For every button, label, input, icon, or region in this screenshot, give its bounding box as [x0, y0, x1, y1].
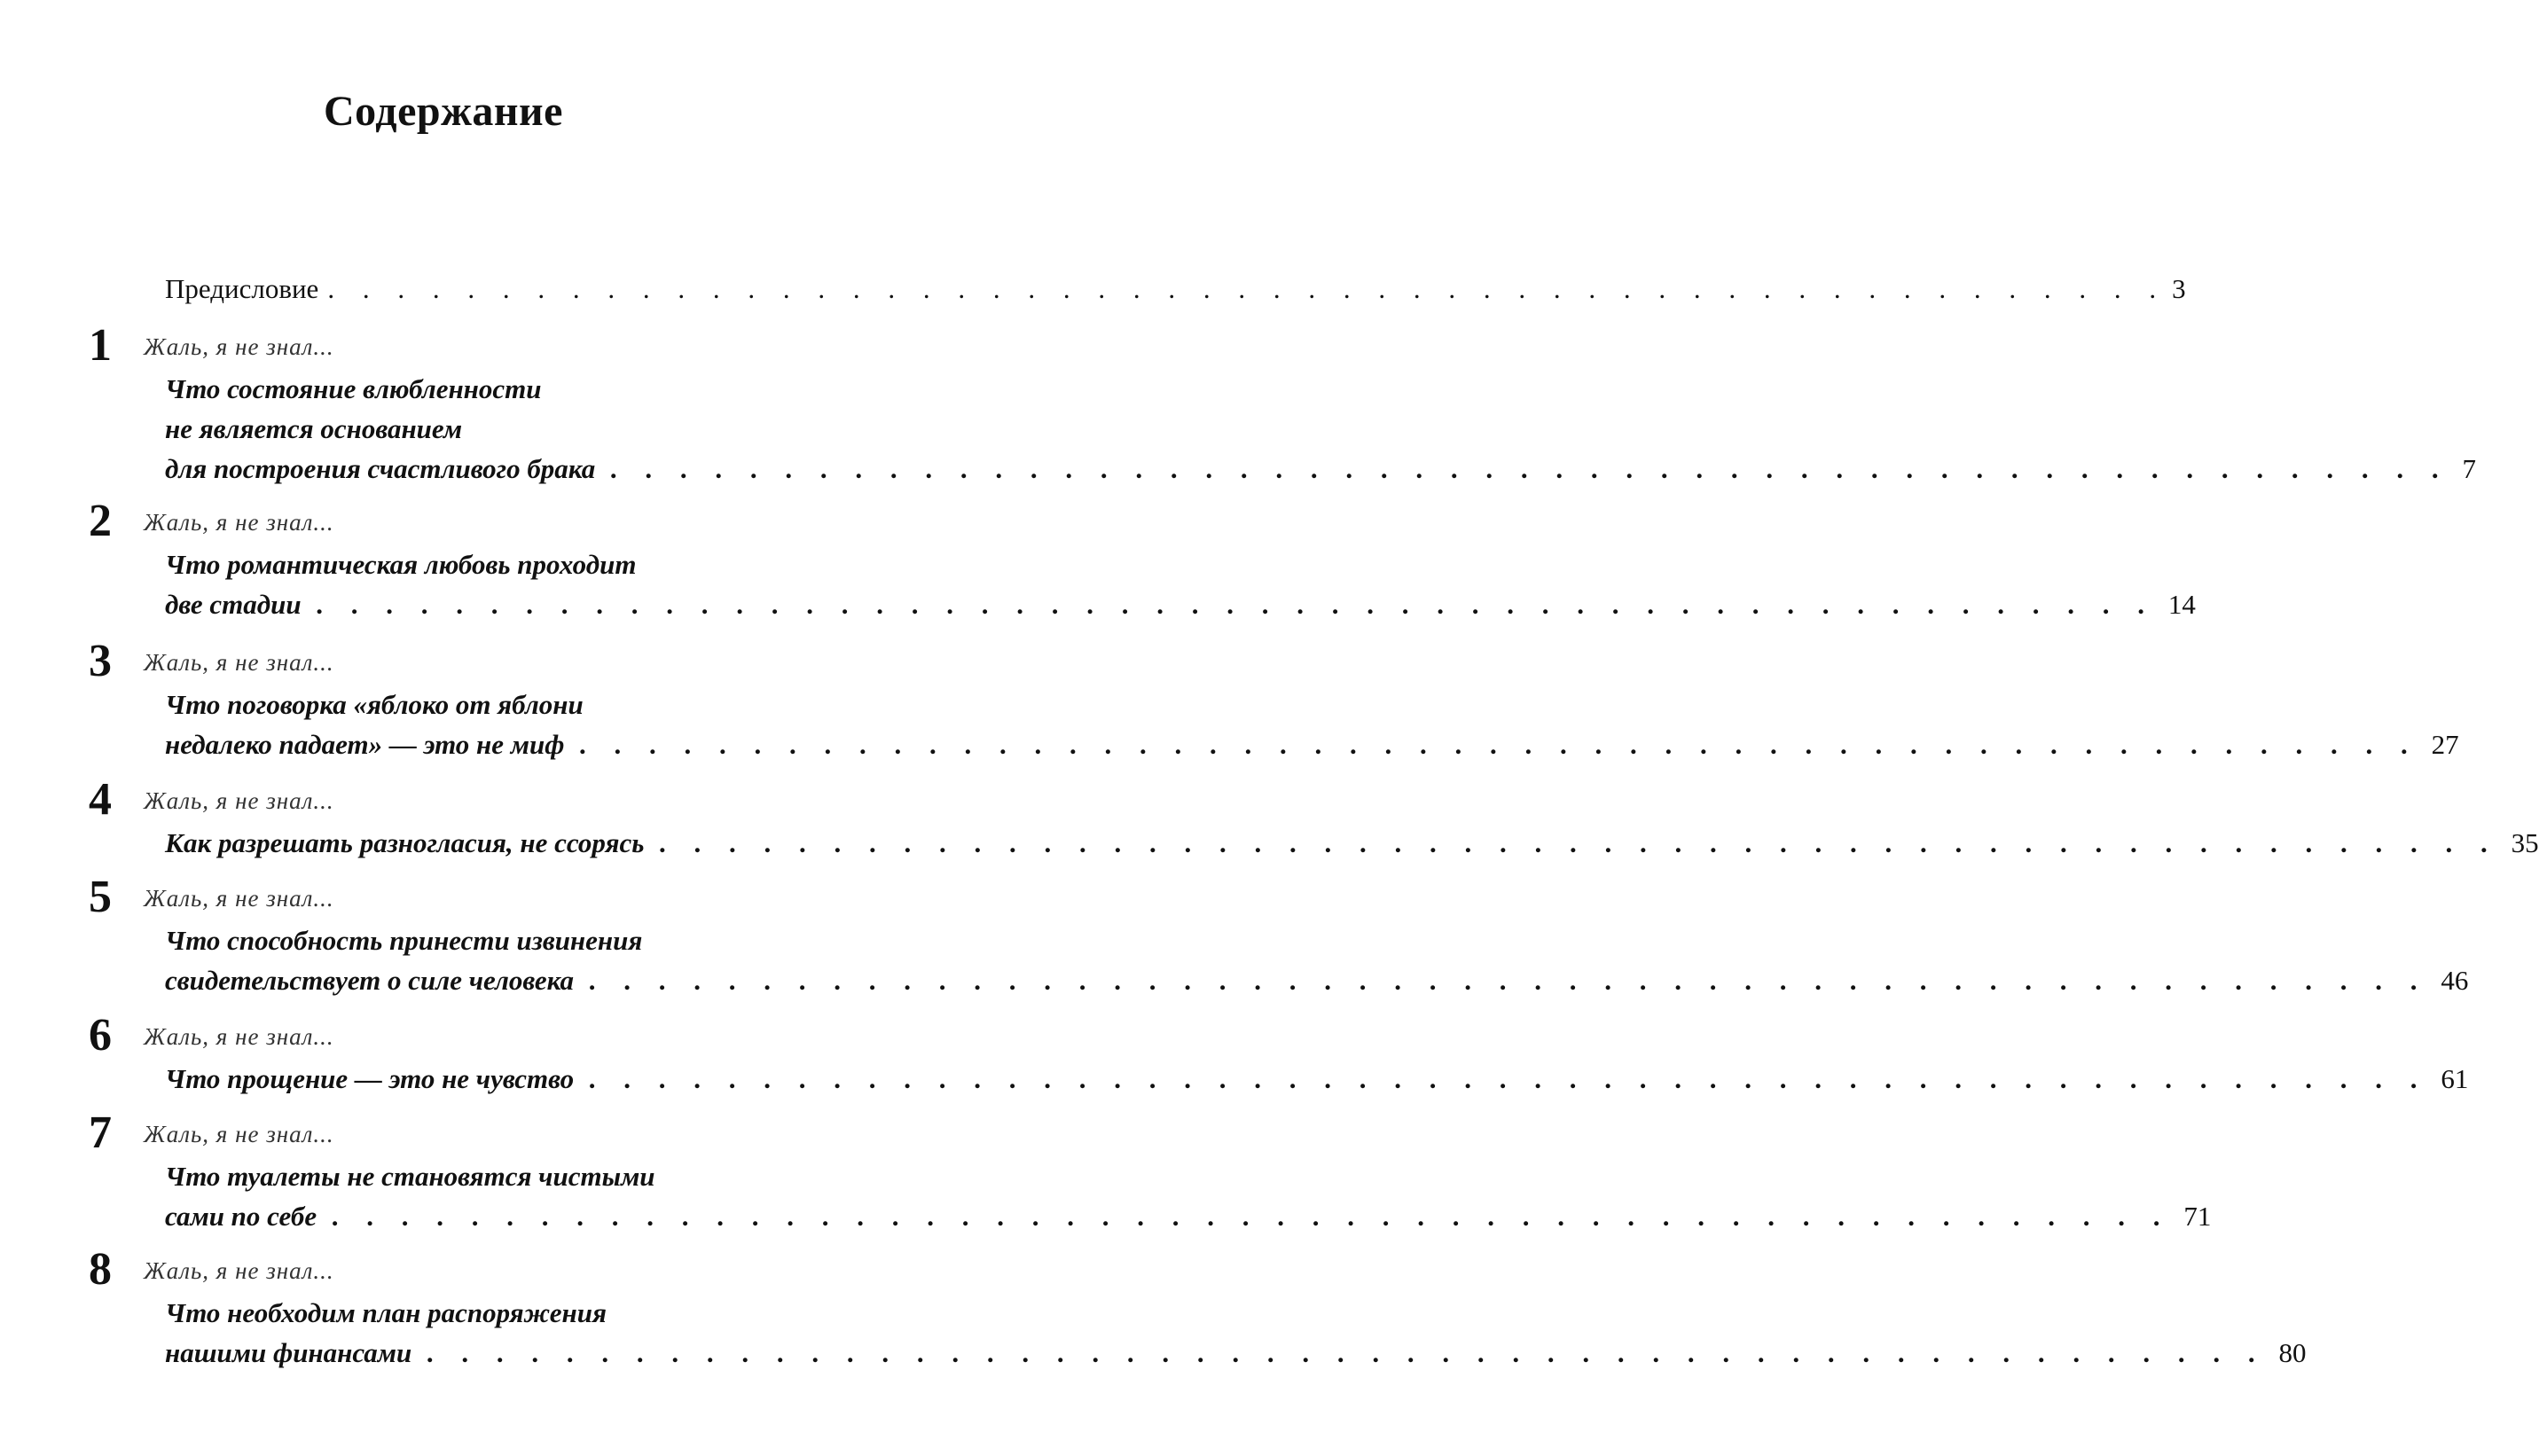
dot-leader	[660, 827, 2499, 858]
chapter-prefix: Жаль, я не знал...	[144, 509, 334, 536]
chapter-title-last-line: нашими финансами . . . 80	[165, 1333, 766, 1373]
chapter-title	[165, 1156, 2212, 1236]
page-number: 35	[2511, 827, 2539, 858]
chapter-title-last-line: для построения счастливого брака . . . 7	[165, 449, 766, 489]
chapter-title	[165, 685, 2459, 764]
page-number: 7	[2462, 453, 2476, 484]
toc-entry-preface[interactable]	[165, 273, 2186, 304]
dot-leader	[590, 965, 2429, 996]
page-number: 14	[2167, 589, 2196, 620]
page-number: 27	[2431, 729, 2459, 760]
chapter-number: 6	[89, 1010, 112, 1061]
chapter-number: 3	[89, 636, 112, 686]
chapter-title-line: Что необходим план распоряжения	[165, 1297, 607, 1328]
page-title: Содержание	[324, 88, 563, 136]
chapter-title-last-line: Что прощение — это не чувство . . . 61	[165, 1059, 766, 1099]
chapter-title-last-line: сами по себе . . . 71	[165, 1196, 766, 1236]
dot-leader	[427, 1337, 2267, 1368]
chapter-title	[165, 544, 2196, 624]
dot-leader	[333, 1201, 2172, 1232]
chapter-title	[165, 1059, 2469, 1099]
page-number: 71	[2183, 1201, 2212, 1232]
chapter-title-line: Что состояние влюбленности	[165, 373, 542, 404]
chapter-title-last-line: свидетельствует о силе человека . . . 46	[165, 960, 766, 1000]
chapter-title-last-line: Как разрешать разногласия, не ссорясь . . . 35	[165, 823, 766, 863]
chapter-title	[165, 920, 2469, 1000]
dot-leader	[580, 729, 2419, 760]
page-number: 3	[2172, 273, 2186, 304]
chapter-prefix: Жаль, я не знал...	[144, 787, 334, 814]
chapter-prefix: Жаль, я не знал...	[144, 1023, 334, 1050]
chapter-number: 7	[89, 1108, 112, 1158]
page-number: 80	[2278, 1337, 2307, 1368]
page-number: 46	[2441, 965, 2469, 996]
chapter-number: 2	[89, 496, 112, 546]
chapter-prefix: Жаль, я не знал...	[144, 885, 334, 912]
chapter-prefix: Жаль, я не знал...	[144, 1121, 334, 1147]
chapter-prefix: Жаль, я не знал...	[144, 1257, 334, 1284]
chapter-number: 5	[89, 872, 112, 922]
chapter-prefix: Жаль, я не знал...	[144, 649, 334, 676]
chapter-title	[165, 1293, 2307, 1373]
toc-entry-title: Предисловие	[165, 273, 319, 304]
chapter-title	[165, 823, 2539, 863]
chapter-number: 1	[89, 320, 112, 371]
chapter-number: 8	[89, 1244, 112, 1295]
dot-leader	[590, 1063, 2429, 1094]
chapter-number: 4	[89, 774, 112, 825]
chapter-title-line: Что романтическая любовь проходит	[165, 549, 637, 580]
chapter-title-last-line: недалеко падает» — это не миф . . . 27	[165, 724, 766, 764]
page-number: 61	[2441, 1063, 2469, 1094]
chapter-title-line: Что способность принести извинения	[165, 925, 643, 956]
dot-leader	[317, 589, 2156, 620]
chapter-title-last-line: две стадии . . . 14	[165, 584, 766, 624]
chapter-title	[165, 369, 2476, 489]
chapter-title-line: Что туалеты не становятся чистыми	[165, 1161, 655, 1192]
chapter-title-line: не является основанием	[165, 413, 463, 444]
chapter-prefix: Жаль, я не знал...	[144, 333, 334, 360]
dot-leader	[327, 275, 2167, 302]
dot-leader	[611, 453, 2450, 484]
chapter-title-line: Что поговорка «яблоко от яблони	[165, 689, 584, 720]
